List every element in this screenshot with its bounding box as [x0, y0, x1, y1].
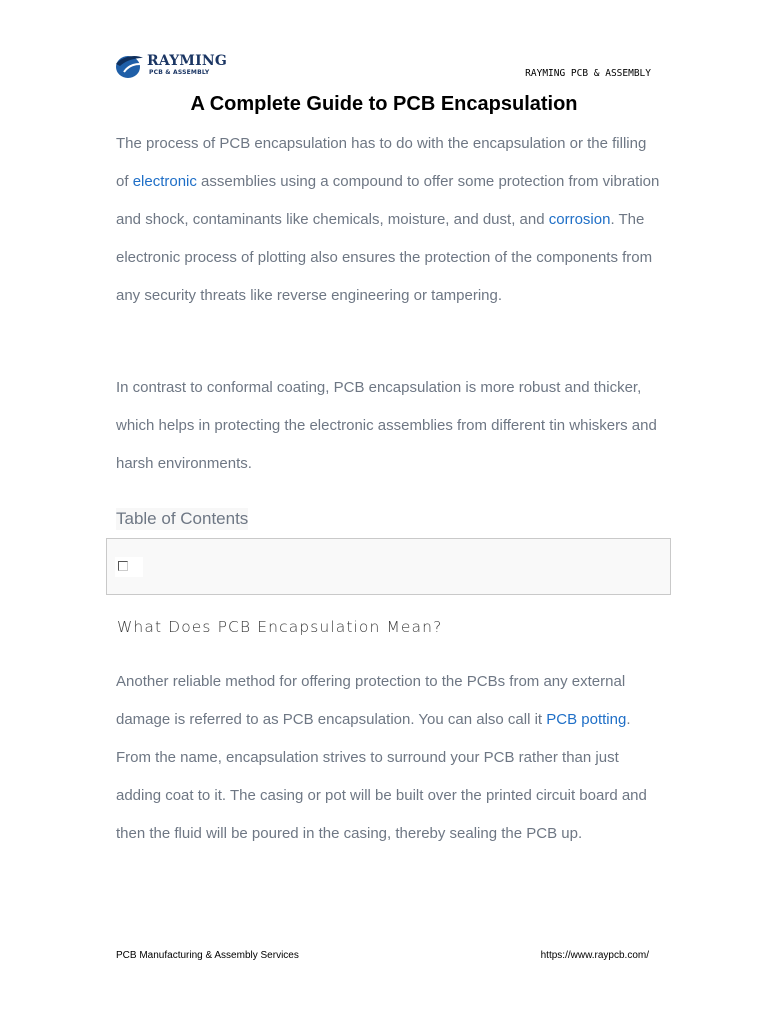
comparison-paragraph: In contrast to conformal coating, PCB encapsulation is more robust and thicker, which helps in protecting the electronic assemblies from different tin whiskers and harsh environments. — [116, 379, 657, 472]
intro-text-2: assemblies using a compound to offer some protection from vibration and shock, contaminants like chemicals, moisture, and dust, and — [116, 173, 660, 228]
corrosion-link[interactable]: corrosion — [548, 211, 611, 228]
header-company-name: RAYMING PCB & ASSEMBLY — [525, 68, 651, 79]
definition-text-1: Another reliable method for offering protection to the PCBs from any external damage is referred to as PCB encapsulation. You can also call it — [116, 673, 626, 728]
electronic-link[interactable]: electronic — [132, 173, 197, 190]
pcb-potting-link[interactable]: PCB potting — [546, 711, 627, 728]
footer-services: PCB Manufacturing & Assembly Services — [116, 950, 299, 961]
intro-paragraph — [116, 125, 661, 315]
toc-title: Table of Contents — [116, 509, 249, 528]
definition-text-2: . From the name, encapsulation strives to surround your PCB rather than just adding coat to it. The casing or pot will be built over the printed circuit board and then the fluid will be poured in the casing, thereby sealing the PCB up. — [116, 711, 647, 842]
rayming-logo — [114, 50, 227, 82]
toc-toggle-button[interactable] — [115, 557, 143, 577]
intro-text-1: The process of PCB encapsulation has to do with the encapsulation or the filling of — [116, 135, 647, 190]
page-title: A Complete Guide to PCB Encapsulation — [190, 93, 578, 115]
footer-url[interactable]: https://www.raypcb.com/ — [540, 950, 649, 961]
definition-paragraph — [116, 663, 661, 853]
logo-name: RAYMING — [147, 53, 227, 69]
rayming-logo-icon — [114, 52, 144, 80]
toc-toggle-icon — [118, 561, 128, 571]
intro-text-3: . The electronic process of plotting also ensures the protection of the components from any security threats like reverse engineering or tampering. — [116, 211, 653, 304]
logo-subtitle: PCB & ASSEMBLY — [149, 69, 210, 76]
table-of-contents — [106, 538, 671, 595]
section-heading: What Does PCB Encapsulation Mean? — [117, 618, 443, 636]
